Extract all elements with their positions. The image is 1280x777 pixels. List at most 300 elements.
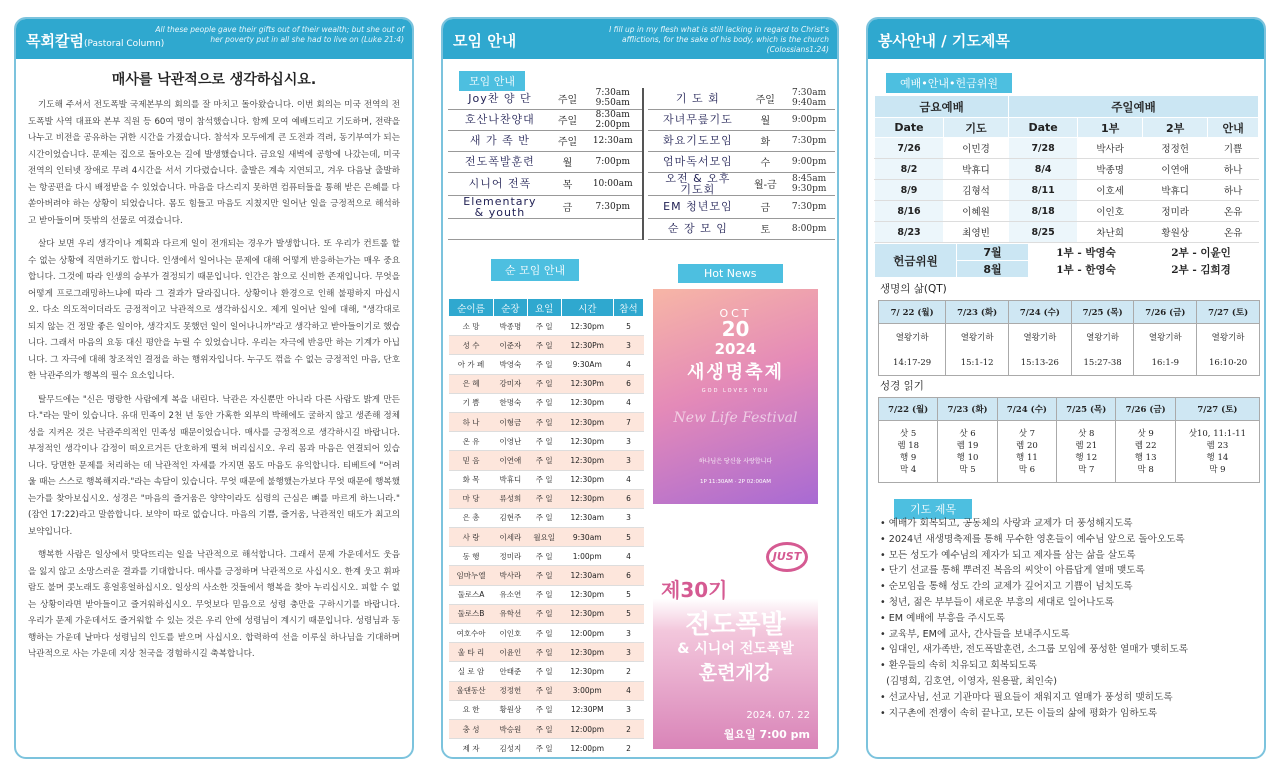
soon-cell: 12:30pm <box>561 393 613 412</box>
soon-cell: 3 <box>613 451 643 470</box>
soon-cell: 정정헌 <box>494 681 528 700</box>
qt-book: 열왕기하 <box>1071 324 1134 351</box>
meeting-time: 8:45am 9:30pm <box>783 172 835 195</box>
reading-cell <box>1116 421 1175 483</box>
service-cell: 온유 <box>1208 201 1259 222</box>
soon-cell: 한명숙 <box>494 393 528 412</box>
reading-cell <box>1057 421 1116 483</box>
prayer-text: (김명희, 김호연, 이영자, 원용팔, 최인숙) <box>886 675 1058 687</box>
qt-ref: 15:1-12 <box>946 351 1009 376</box>
qt-ref: 15:13-26 <box>1009 351 1072 376</box>
soon-cell: 실 로 암 <box>449 662 494 681</box>
soon-cell: 요 한 <box>449 700 494 719</box>
article-title: 매사를 낙관적으로 생각하십시요. <box>111 72 317 88</box>
meeting-time: 9:00pm <box>783 151 835 172</box>
meeting-name: 호산나찬양대 <box>448 109 552 130</box>
service-cell: 8/18 <box>1009 201 1078 222</box>
soon-cell: 주 일 <box>527 355 561 374</box>
prayer-text: 청년, 젊은 부부들이 새로운 부흥의 세대로 일어나도록 <box>888 596 1114 608</box>
article-paragraph: 행복한 사람은 일상에서 맞닥뜨리는 일을 낙관적으로 해석합니다. 그래서 문제 가운데서도 웃음을 잃지 않고 소망스러운 결과를 기대합니다. 매사를 긍정하며 낙관적으로 사십시오. 한계 웃고 휘파람도 불며 콧노래도 흥얼흥얼하십시오. 일상의 사소한 것들에서 행복을 찾아 누리십시오. 피할 수 없는 상황이라면 받아들이고 즐거워하십시오. 무엇보다 믿음으로 성령 충만을 구하시기를 바랍니다. 우리가 문제 가운데서도 즐거워할 수 있는 것은 우리 안에 성령님이 계시기 때문입니다. 성령님과 동행하는 가운데 날마다 성령님의 인도를 받으며 사십시오. 합력하여 선을 이루실 하나님을 기대하며 낙관적으로 사는 가운데 지상 천국을 경험하시길 축복합니다. <box>28 550 400 659</box>
soon-cell: 4 <box>613 470 643 489</box>
offering-second: 2부 - 김희경 <box>1144 261 1259 278</box>
prayer-text: 예배가 회복되고, 공동체의 사랑과 교제가 더 풍성해지도록 <box>888 518 1133 529</box>
soon-cell: 주 일 <box>527 470 561 489</box>
bullet-dot: • <box>880 612 889 624</box>
header-verse: All these people gave their gifts out of their wealth; but she out of her poverty put in all she had to live on (Luke 21:4) <box>155 25 404 44</box>
reading-line: 막 4 <box>900 464 917 475</box>
qt-day: 7/27 (토) <box>1197 301 1260 324</box>
soon-cell: 주 일 <box>527 719 561 738</box>
meeting-day: 월 <box>747 109 783 130</box>
soon-row <box>449 508 644 527</box>
soon-cell: 이연애 <box>494 451 528 470</box>
service-cell: 8/2 <box>875 159 944 180</box>
offering-second: 2부 - 이윤인 <box>1144 244 1259 261</box>
qt-book: 열왕기하 <box>879 324 946 351</box>
meeting-day: 토 <box>747 218 783 239</box>
soon-row <box>449 355 644 374</box>
bullet-dot: • <box>880 533 889 545</box>
poster-foot: 1P 11:30AM · 2P 02:00AM <box>699 479 772 485</box>
soon-cell: 화 목 <box>449 470 494 489</box>
prayer-text: 임대인, 새가족반, 전도폭발훈련, 소그룹 모임에 풍성한 열매가 맺히도록 <box>888 644 1188 656</box>
soon-cell: 마 당 <box>449 489 494 508</box>
qt-ref: 15:27-38 <box>1071 351 1134 376</box>
service-cell: 8/9 <box>875 180 944 201</box>
soon-cell: 강미자 <box>494 374 528 393</box>
service-row <box>875 138 1259 159</box>
reading-day: 7/24 (수) <box>997 398 1056 421</box>
soon-cell: 박종명 <box>494 317 528 336</box>
meeting-day: 금 <box>747 195 783 218</box>
service-col-header: Date <box>875 118 944 138</box>
soon-row <box>449 489 644 508</box>
meeting-row <box>448 130 835 151</box>
service-col-header: 1부 <box>1078 118 1143 138</box>
soon-cell: 12:30pm <box>561 317 613 336</box>
soon-row <box>449 739 644 758</box>
qt-day: 7/25 (목) <box>1071 301 1134 324</box>
soon-row <box>449 566 644 585</box>
reading-line: 렘 20 <box>1016 440 1038 451</box>
service-row <box>875 201 1259 222</box>
soon-cell: 주 일 <box>527 604 561 623</box>
meeting-time: 8:30am 2:00pm <box>583 109 643 130</box>
soon-cell: 12:30am <box>561 508 613 527</box>
meeting-name: 기 도 회 <box>648 88 747 109</box>
soon-cell: 이윤인 <box>494 643 528 662</box>
poster-month: OCT <box>719 307 752 320</box>
soon-cell: 주 일 <box>527 451 561 470</box>
small-group-table <box>448 298 644 758</box>
service-row <box>875 222 1259 243</box>
service-cell: 이혜원 <box>944 201 1009 222</box>
soon-cell: 12:30pm <box>561 643 613 662</box>
qt-day: 7/ 22 (월) <box>879 301 946 324</box>
reading-line: 행 13 <box>1134 452 1157 463</box>
offering-month: 8월 <box>957 261 1029 278</box>
soon-row <box>449 700 644 719</box>
meeting-day: 주일 <box>747 88 783 109</box>
meeting-time: 7:30pm <box>583 195 643 218</box>
soon-cell: 은 총 <box>449 508 494 527</box>
soon-row <box>449 374 644 393</box>
offering-first: 1부 - 박영숙 <box>1029 244 1144 261</box>
bible-reading-table <box>878 397 1260 483</box>
soon-row <box>449 412 644 431</box>
meeting-row <box>448 195 835 218</box>
column-title: 목회칼럼(Pastoral Column) <box>26 32 165 50</box>
service-cell: 7/28 <box>1009 138 1078 159</box>
prayer-text: 지구촌에 전쟁이 속히 끝나고, 모든 이들의 삶에 평화가 임하도록 <box>888 707 1158 719</box>
meeting-name: Joy찬 양 단 <box>448 88 552 109</box>
service-cell: 이인호 <box>1078 201 1143 222</box>
prayer-text: EM 예배에 부흥을 주시도록 <box>888 612 1005 624</box>
soon-cell: 9:30am <box>561 528 613 547</box>
soon-cell: 12:30pm <box>561 489 613 508</box>
reading-line: 삿 7 <box>1018 428 1036 439</box>
prayer-text: 2024년 새생명축제를 통해 무수한 영혼들이 예수님 앞으로 돌아오도록 <box>888 533 1185 545</box>
bullet-dot: • <box>880 549 889 561</box>
service-row <box>875 159 1259 180</box>
meeting-row <box>448 109 835 130</box>
soon-cell: 12:30Pm <box>561 374 613 393</box>
service-cell: 8/25 <box>1009 222 1078 243</box>
service-col-header: 2부 <box>1143 118 1208 138</box>
article-paragraph: 탈무드에는 "신은 명랑한 사람에게 복을 내린다. 낙관은 자신뿐만 아니라 다른 사람도 밝게 만든다."라는 말이 있습니다. 유대 민족이 2천 년 동안 가혹한 외부의 박해에도 굴하지 않고 생존해 정체성을 지켜온 것은 낙관주의적인 민족성 때문이었습니다. 매사를 긍정적으로 생각하시길 바랍니다. 부정적인 생각이나 감정이 떠오르거든 단호하게 떨쳐 버리십시오. 우리 몸과 마음은 연결되어 있습니다. 당면한 문제를 처리하는 데 낙관적인 자세를 가지면 몸도 마음도 유익합니다. 티베트에 "어려울 때는 스스로 행복해지라."라는 속담이 있습니다. 무엇 때문에 불행했는가보다 무엇 때문에 행복했는가를 찾아보십시오. 성경은 "마음의 즐거움은 양약이라도 심령의 근심은 뼈를 마르게 하느니라."(잠언 17:22)라고 말씀합니다. 보약이 따로 없습니다. 마음의 기쁨, 즐거움, 낙관적인 태도가 최고의 보약입니다. <box>28 394 400 537</box>
soon-cell: 하 나 <box>449 412 494 431</box>
service-cell: 박휴디 <box>1143 180 1208 201</box>
service-cell: 최영빈 <box>944 222 1009 243</box>
bullet-dot: • <box>880 565 889 577</box>
reading-line: 삿 5 <box>900 428 917 439</box>
soon-cell: 5 <box>613 604 643 623</box>
offering-table <box>874 243 1259 278</box>
meeting-name: 전도폭발훈련 <box>448 151 552 172</box>
service-cell: 온유 <box>1208 222 1259 243</box>
prayer-item <box>880 674 1262 690</box>
soon-cell: 소 망 <box>449 317 494 336</box>
soon-cell: 김성지 <box>494 739 528 758</box>
friday-worship-header: 금요예배 <box>875 96 1009 118</box>
soon-cell: 3 <box>613 700 643 719</box>
qt-ref: 16:1-9 <box>1134 351 1197 376</box>
qt-table <box>878 300 1260 376</box>
soon-cell: 유소연 <box>494 585 528 604</box>
prayer-text: 선교사님, 선교 기관마다 필요들이 채워지고 열매가 풍성히 맺히도록 <box>888 691 1173 703</box>
service-cell: 이호세 <box>1078 180 1143 201</box>
soon-cell: 3 <box>613 624 643 643</box>
reading-line: 행 10 <box>956 452 979 463</box>
meeting-name: 엄마독서모임 <box>648 151 747 172</box>
soon-cell: 9:30Am <box>561 355 613 374</box>
prayer-item <box>880 532 1262 548</box>
prayer-item <box>880 563 1262 579</box>
soon-cell: 주 일 <box>527 393 561 412</box>
soon-header: 순장 <box>494 299 528 317</box>
meeting-day: 목 <box>552 172 583 195</box>
soon-cell: 이영난 <box>494 432 528 451</box>
soon-cell: 주 일 <box>527 508 561 527</box>
soon-cell: 주 일 <box>527 662 561 681</box>
soon-chip: 순 모임 안내 <box>491 259 579 281</box>
soon-row <box>449 528 644 547</box>
soon-cell: 동 행 <box>449 547 494 566</box>
soon-cell: 3 <box>613 508 643 527</box>
meetings-title: 모임 안내 <box>453 32 517 50</box>
bullet-dot: • <box>880 581 889 593</box>
poster-script: New Life Festival <box>673 410 798 426</box>
just-logo: JUST <box>766 542 808 572</box>
meeting-time: 7:30pm <box>783 195 835 218</box>
meeting-day: 화 <box>747 130 783 151</box>
prayer-text: 교육부, EM에 교사, 간사들을 보내주시도록 <box>888 628 1070 640</box>
bullet-dot: • <box>880 660 889 672</box>
meeting-day: 월 <box>552 151 583 172</box>
bullet-dot: • <box>880 518 889 529</box>
reading-line: 막 8 <box>1137 464 1154 475</box>
meeting-day: 월-금 <box>747 172 783 195</box>
qt-ref: 16:10-20 <box>1197 351 1260 376</box>
reading-line: 렘 19 <box>956 440 979 451</box>
soon-row <box>449 624 644 643</box>
soon-cell: 주 일 <box>527 681 561 700</box>
soon-cell: 아 가 페 <box>449 355 494 374</box>
article-paragraph: 기도해 주셔서 전도폭발 국제본부의 회의를 잘 마치고 돌아왔습니다. 이번 회의는 미국 전역의 전도폭발 사역 대표와 본부 직원 등 60여 명이 참석했습니다. 함께 모여 예배드리고 기도하며, 전략을 나누고 비전을 공유하는 귀한 시간을 가졌습니다. 참석자 모두에게 큰 도전과 격려, 동기부여가 되는 시간이었습니다. 문제는 집으로 돌아오는 길에 발생했습니다. 금요일 새벽에 공항에 나갔는데, 미국 전역의 인터넷 장애로 무려 4시간을 서서 기다렸습니다. 출발은 계속 지연되고, 겨우 다음날 출발하는 항공편을 다시 배정받을 수 있었습니다. 마음을 다스리지 못하면 컴퓨터들을 통해 받은 은혜를 다 쏟아버려야 하는 상황이 되었습니다. 몸도 힘들고 마음도 지쳤지만 일어난 일을 긍정적으로 해석하고 받아들이며 뜻밖의 선물로 여겼습니다. <box>28 100 400 226</box>
meeting-day: 주일 <box>552 88 583 109</box>
soon-cell: 류성희 <box>494 489 528 508</box>
service-cell: 8/16 <box>875 201 944 222</box>
reading-line: 삿 8 <box>1078 428 1095 439</box>
reading-line: 행 14 <box>1206 452 1229 463</box>
soon-cell: 3:00pm <box>561 681 613 700</box>
meeting-name: Elementary & youth <box>448 195 552 218</box>
reading-cell <box>997 421 1056 483</box>
soon-cell: 여호수아 <box>449 624 494 643</box>
reading-day: 7/26 (금) <box>1116 398 1175 421</box>
service-cell: 박사라 <box>1078 138 1143 159</box>
service-cell: 이연애 <box>1143 159 1208 180</box>
service-cell: 하나 <box>1208 180 1259 201</box>
reading-cell <box>879 421 938 483</box>
soon-cell: 4 <box>613 681 643 700</box>
soon-cell: 김현주 <box>494 508 528 527</box>
meeting-row <box>448 151 835 172</box>
soon-cell: 12:30PM <box>561 700 613 719</box>
pastoral-column-panel <box>14 17 414 759</box>
soon-cell: 황원상 <box>494 700 528 719</box>
service-cell: 8/4 <box>1009 159 1078 180</box>
soon-cell: 울댄동산 <box>449 681 494 700</box>
poster-year: 2024 <box>714 340 757 358</box>
reading-line: 렘 18 <box>897 440 920 451</box>
soon-cell: 4 <box>613 393 643 412</box>
service-row <box>875 180 1259 201</box>
prayer-item <box>880 658 1262 674</box>
reading-day: 7/22 (월) <box>879 398 938 421</box>
soon-row <box>449 547 644 566</box>
soon-row <box>449 336 644 355</box>
reading-line: 막 7 <box>1078 464 1095 475</box>
meeting-name: 순 장 모 임 <box>648 218 747 239</box>
soon-cell: 임마누엘 <box>449 566 494 585</box>
soon-cell: 12:00pm <box>561 739 613 758</box>
reading-line: 막 6 <box>1018 464 1036 475</box>
soon-cell: 둘로스A <box>449 585 494 604</box>
service-cell: 기쁨 <box>1208 138 1259 159</box>
qt-title: 생명의 삶(QT) <box>880 283 947 295</box>
meeting-time: 7:30pm <box>783 130 835 151</box>
soon-cell: 월요일 <box>527 528 561 547</box>
reading-day: 7/27 (토) <box>1175 398 1259 421</box>
soon-cell: 주 일 <box>527 547 561 566</box>
soon-header: 순이름 <box>449 299 494 317</box>
service-cell: 정정헌 <box>1143 138 1208 159</box>
reading-line: 막 5 <box>959 464 976 475</box>
bullet-dot: • <box>880 707 889 719</box>
prayer-item <box>880 548 1262 564</box>
soon-cell: 울 타 리 <box>449 643 494 662</box>
meeting-name: 자녀무릎기도 <box>648 109 747 130</box>
soon-cell: 6 <box>613 489 643 508</box>
prayer-item <box>880 611 1262 627</box>
qt-day: 7/23 (화) <box>946 301 1009 324</box>
poster-generation: 제30기 <box>661 578 728 602</box>
soon-cell: 주 일 <box>527 317 561 336</box>
soon-row <box>449 451 644 470</box>
poster-subtitle: & 시니어 전도폭발 <box>677 641 794 657</box>
soon-header: 요일 <box>527 299 561 317</box>
soon-cell: 5 <box>613 528 643 547</box>
soon-cell: 3 <box>613 643 643 662</box>
prayer-item <box>880 690 1262 706</box>
meeting-day <box>552 218 583 239</box>
prayer-item <box>880 516 1262 532</box>
soon-cell: 이형금 <box>494 412 528 431</box>
soon-cell: 제 자 <box>449 739 494 758</box>
qt-book: 열왕기하 <box>1009 324 1072 351</box>
soon-cell: 6 <box>613 374 643 393</box>
service-table <box>874 95 1259 243</box>
soon-cell: 주 일 <box>527 643 561 662</box>
soon-cell: 정미라 <box>494 547 528 566</box>
soon-cell: 2 <box>613 662 643 681</box>
reading-day: 7/23 (화) <box>938 398 997 421</box>
reading-line: 막 9 <box>1209 464 1226 475</box>
soon-cell: 주 일 <box>527 412 561 431</box>
meeting-day: 주일 <box>552 130 583 151</box>
hot-news-chip: Hot News <box>678 262 783 283</box>
reading-line: 행 9 <box>900 452 917 463</box>
reading-line: 행 11 <box>1016 452 1038 463</box>
meeting-schedule-table <box>448 88 835 240</box>
meeting-name: 시니어 전폭 <box>448 172 552 195</box>
prayer-text: 순모임을 통해 성도 간의 교제가 깊어지고 기쁨이 넘치도록 <box>888 581 1133 593</box>
soon-cell: 12:30pm <box>561 585 613 604</box>
service-title: 봉사안내 / 기도제목 <box>878 32 1010 50</box>
header-verse: I fill up in my flesh what is still lacking in regard to Christ's afflictions, for the sake of his body, which is the church (Colossians1:24) <box>609 25 829 54</box>
soon-cell: 주 일 <box>527 336 561 355</box>
soon-cell: 기 쁨 <box>449 393 494 412</box>
sunday-worship-header: 주일예배 <box>1009 96 1259 118</box>
prayer-item <box>880 627 1262 643</box>
meeting-day: 금 <box>552 195 583 218</box>
prayer-list <box>872 516 1262 721</box>
service-cell: 하나 <box>1208 159 1259 180</box>
soon-row <box>449 393 644 412</box>
service-cell: 이민경 <box>944 138 1009 159</box>
soon-cell: 12:30Pm <box>561 336 613 355</box>
reading-line: 렘 23 <box>1206 440 1229 451</box>
meetings-header <box>443 19 837 59</box>
poster-title: 전도폭발 <box>685 610 786 640</box>
soon-cell: 주 일 <box>527 624 561 643</box>
meeting-row <box>448 172 835 195</box>
column-header <box>16 19 412 59</box>
soon-row <box>449 681 644 700</box>
qt-book: 열왕기하 <box>1134 324 1197 351</box>
reading-line: 삿 6 <box>959 428 976 439</box>
service-cell: 박휴디 <box>944 159 1009 180</box>
soon-cell: 주 일 <box>527 374 561 393</box>
soon-cell: 성 수 <box>449 336 494 355</box>
soon-header: 참석 <box>613 299 643 317</box>
soon-cell: 4 <box>613 547 643 566</box>
soon-cell: 5 <box>613 585 643 604</box>
bullet-dot: • <box>880 691 889 703</box>
service-cell: 8/11 <box>1009 180 1078 201</box>
soon-cell: 유학선 <box>494 604 528 623</box>
meeting-row <box>448 88 835 109</box>
soon-cell: 안태준 <box>494 662 528 681</box>
soon-row <box>449 643 644 662</box>
offering-row <box>875 244 1259 261</box>
soon-cell: 이세라 <box>494 528 528 547</box>
offering-label: 헌금위원 <box>875 244 957 278</box>
soon-cell: 주 일 <box>527 566 561 585</box>
meeting-time: 7:00pm <box>583 151 643 172</box>
soon-cell: 1:00pm <box>561 547 613 566</box>
soon-cell: 2 <box>613 719 643 738</box>
soon-cell: 3 <box>613 336 643 355</box>
meeting-time <box>583 218 643 239</box>
soon-cell: 12:30pm <box>561 432 613 451</box>
bullet-dot: • <box>880 596 889 608</box>
reading-cell <box>938 421 997 483</box>
new-life-festival-poster[interactable] <box>653 289 818 504</box>
service-cell: 박종명 <box>1078 159 1143 180</box>
prayer-item <box>880 579 1262 595</box>
reading-line: 행 12 <box>1075 452 1098 463</box>
soon-cell: 주 일 <box>527 489 561 508</box>
meeting-name: EM 청년모임 <box>648 195 747 218</box>
meeting-row <box>448 218 835 239</box>
service-cell: 김형석 <box>944 180 1009 201</box>
soon-cell: 12:30pm <box>561 412 613 431</box>
soon-cell: 박영숙 <box>494 355 528 374</box>
qt-day: 7/26 (금) <box>1134 301 1197 324</box>
service-prayer-panel <box>866 17 1266 759</box>
service-cell: 7/26 <box>875 138 944 159</box>
poster-line: 하나님은 당신을 사랑합니다 <box>698 458 773 465</box>
soon-cell: 주 일 <box>527 739 561 758</box>
meeting-day: 수 <box>747 151 783 172</box>
soon-cell: 이준자 <box>494 336 528 355</box>
soon-cell: 12:30pm <box>561 662 613 681</box>
evangelism-training-poster[interactable] <box>653 534 818 749</box>
reading-line: 삿10, 11:1-11 <box>1188 428 1246 439</box>
meeting-name: 화요기도모임 <box>648 130 747 151</box>
